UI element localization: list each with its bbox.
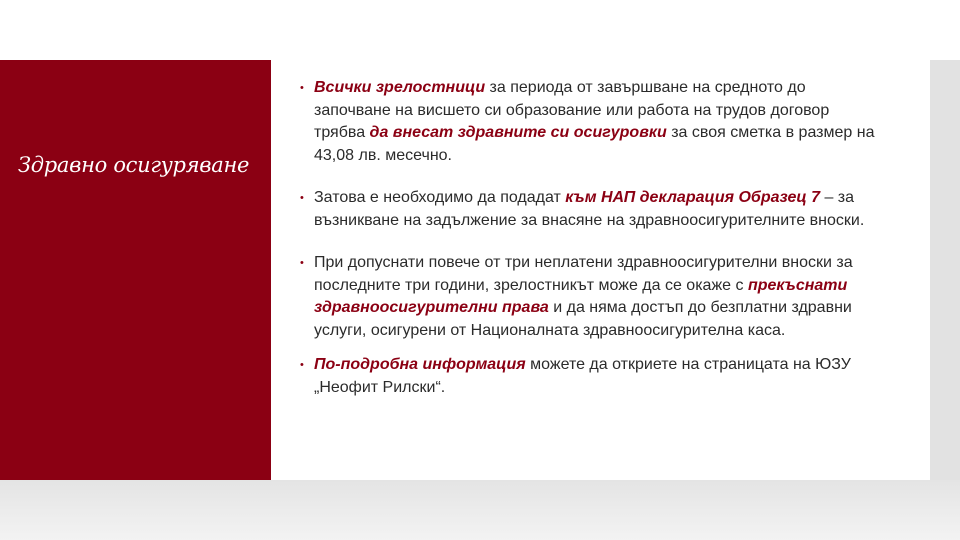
bullet-text: за периода от завършване на средното до започване на висшето си образование или работа на трудов договор трябва <box>314 79 830 141</box>
bullet-dot-icon: • <box>300 82 304 94</box>
bullet-text: Затова е необходимо да подадат <box>314 189 566 206</box>
title-panel <box>0 60 271 480</box>
bullet-list <box>300 77 880 399</box>
bullet-text: и да няма достъп до безплатни здравни услуги, осигурени от Националната здравноосигурителна каса. <box>314 299 852 339</box>
bullet-dot-icon: • <box>300 192 304 204</box>
highlight-text: По-подробна информация <box>314 356 526 373</box>
highlight-text: прекъснати здравноосигурителни права <box>314 276 848 316</box>
bullet-item <box>300 354 880 399</box>
bullet-item <box>300 77 880 167</box>
highlight-text: да внесат здравните си осигуровки <box>369 124 667 141</box>
highlight-text: Всички зрелостници <box>314 79 486 96</box>
slide-title: Здравно осигуряване <box>18 153 250 177</box>
bullet-text: можете да откриете на страницата на ЮЗУ „Неофит Рилски“. <box>314 356 851 396</box>
bullet-dot-icon: • <box>300 257 304 269</box>
bullet-text: за своя сметка в размер на 43,08 лв. месечно. <box>314 124 875 164</box>
bullet-text: – за възникване на задължение за внасяне на здравноосигурителните вноски. <box>314 189 865 229</box>
bullet-item <box>300 187 880 232</box>
right-accent-band <box>930 60 960 480</box>
highlight-text: към НАП декларация Образец 7 <box>565 189 821 206</box>
bullet-dot-icon: • <box>300 359 304 371</box>
bullet-text: При допуснати повече от три неплатени здравноосигурителни вноски за последните три години, зрелостникът може да се окаже с <box>314 254 853 294</box>
slide-bottom-band <box>0 480 960 540</box>
bullet-item <box>300 252 880 342</box>
